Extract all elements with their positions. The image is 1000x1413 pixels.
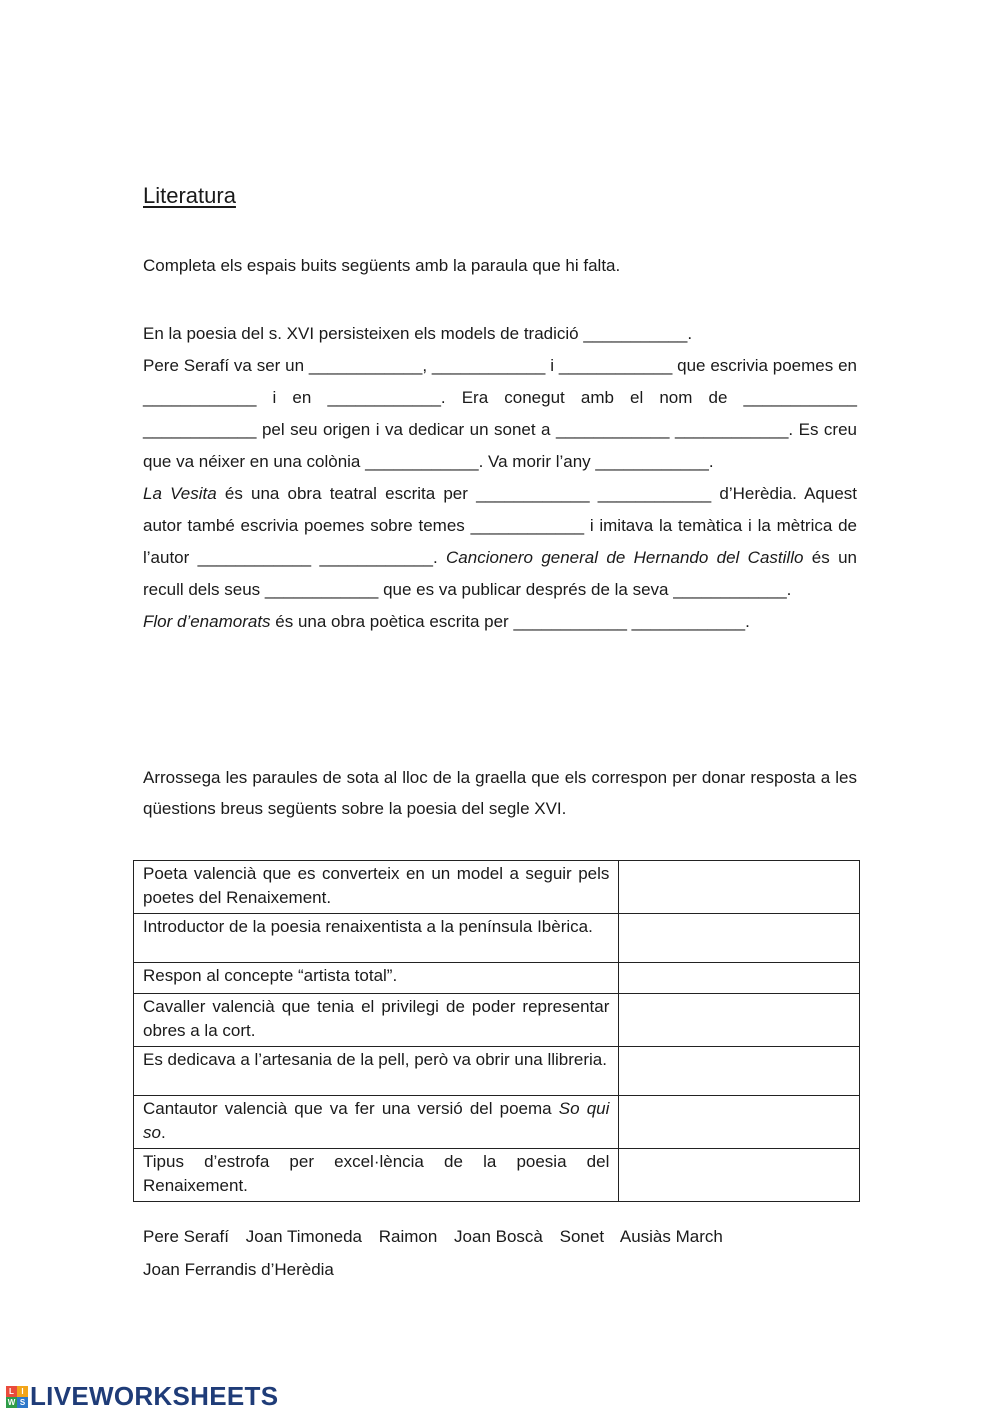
blank-2[interactable]: ____________ bbox=[308, 356, 423, 375]
page-title: Literatura bbox=[143, 183, 236, 208]
question-cell: Poeta valencià que es converteix en un model a seguir pels poetes del Renaixement. bbox=[134, 861, 619, 914]
question-cell: Cavaller valencià que tenia el privilegi de poder representar obres a la cort. bbox=[134, 994, 619, 1047]
blank-21[interactable]: ____________ bbox=[631, 612, 746, 631]
word-bank bbox=[143, 1220, 857, 1286]
answer-drop-cell[interactable] bbox=[619, 914, 860, 963]
drag-instruction: Arrossega les paraules de sota al lloc de la graella que els correspon per donar resposta a les qüestions breus següents sobre la poesia del segle XVI. bbox=[143, 768, 857, 818]
question-cell: Es dedicava a l’artesania de la pell, però va obrir una llibreria. bbox=[134, 1047, 619, 1096]
logo-letter: W bbox=[7, 1397, 16, 1407]
blank-10[interactable]: ____________ bbox=[674, 420, 789, 439]
blank-13[interactable]: ____________ bbox=[476, 484, 590, 503]
table-row bbox=[134, 861, 860, 914]
fill-instruction: Completa els espais buits següents amb la paraula que hi falta. bbox=[143, 256, 621, 275]
blank-19[interactable]: ____________ bbox=[673, 580, 787, 599]
paragraph-3: La Vesita és una obra teatral escrita per ____________ ____________ d’Herèdia. Aquest autor també escrivia poemes sobre temes ____________ i imitava la temàtica i la mètrica de l’autor ____________ ____________. Cancionero general de Hernando del Castillo és un recull dels seus ____________ que es va publicar després de la seva ____________. bbox=[143, 484, 858, 599]
blank-8[interactable]: ____________ bbox=[143, 420, 257, 439]
blank-9[interactable]: ____________ bbox=[555, 420, 670, 439]
draggable-word[interactable]: Joan Ferrandis d’Herèdia bbox=[143, 1260, 334, 1279]
answer-drop-cell[interactable] bbox=[619, 861, 860, 914]
question-cell: Cantautor valencià que va fer una versió del poema So qui so. bbox=[134, 1096, 619, 1149]
logo-letter: L bbox=[6, 1386, 17, 1397]
question-grid bbox=[133, 860, 860, 1202]
logo-icon bbox=[6, 1386, 28, 1408]
blank-14[interactable]: ____________ bbox=[597, 484, 712, 503]
draggable-word[interactable]: Sonet bbox=[559, 1227, 605, 1246]
draggable-word[interactable]: Joan Boscà bbox=[454, 1227, 543, 1246]
draggable-word[interactable]: Raimon bbox=[378, 1227, 438, 1246]
logo-text: LIVEWORKSHEETS bbox=[30, 1381, 279, 1411]
answer-drop-cell[interactable] bbox=[619, 1047, 860, 1096]
answer-drop-cell[interactable] bbox=[619, 1149, 860, 1202]
blank-7[interactable]: ____________ bbox=[743, 388, 857, 407]
logo-letter: S bbox=[17, 1397, 28, 1408]
question-cell: Tipus d’estrofa per excel·lència de la poesia del Renaixement. bbox=[134, 1149, 619, 1202]
question-cell: Introductor de la poesia renaixentista a la península Ibèrica. bbox=[134, 914, 619, 963]
blank-16[interactable]: ____________ bbox=[197, 548, 312, 567]
blank-1[interactable]: ___________ bbox=[583, 324, 688, 343]
blank-17[interactable]: ____________ bbox=[319, 548, 433, 567]
answer-drop-cell[interactable] bbox=[619, 994, 860, 1047]
paragraph-1: En la poesia del s. XVI persisteixen els models de tradició ___________. bbox=[143, 324, 693, 343]
table-row bbox=[134, 1096, 860, 1149]
logo-letter: I bbox=[17, 1386, 28, 1397]
table-row bbox=[134, 994, 860, 1047]
answer-drop-cell[interactable] bbox=[619, 1096, 860, 1149]
table-row bbox=[134, 1047, 860, 1096]
answer-drop-cell[interactable] bbox=[619, 963, 860, 994]
blank-18[interactable]: ____________ bbox=[264, 580, 379, 599]
blank-11[interactable]: ____________ bbox=[365, 452, 479, 471]
table-row bbox=[134, 914, 860, 963]
paragraph-4: Flor d’enamorats és una obra poètica escrita per ____________ ____________. bbox=[143, 612, 750, 631]
blank-15[interactable]: ____________ bbox=[470, 516, 585, 535]
draggable-word[interactable]: Joan Timoneda bbox=[245, 1227, 362, 1246]
draggable-word[interactable]: Ausiàs March bbox=[619, 1227, 723, 1246]
table-row bbox=[134, 1149, 860, 1202]
draggable-word[interactable]: Pere Serafí bbox=[143, 1227, 229, 1246]
blank-5[interactable]: ____________ bbox=[143, 388, 257, 407]
table-row bbox=[134, 963, 860, 994]
question-cell: Respon al concepte “artista total”. bbox=[134, 963, 619, 994]
blank-3[interactable]: ____________ bbox=[431, 356, 546, 375]
liveworksheets-logo bbox=[6, 1381, 278, 1412]
blank-20[interactable]: ____________ bbox=[513, 612, 627, 631]
blank-6[interactable]: ____________ bbox=[327, 388, 441, 407]
blank-4[interactable]: ____________ bbox=[558, 356, 673, 375]
blank-12[interactable]: ____________ bbox=[595, 452, 709, 471]
fill-in-text bbox=[143, 318, 857, 638]
paragraph-2: Pere Serafí va ser un ____________, ____________ i ____________ que escrivia poemes en ____________ i en ____________. Era conegut amb el nom de ____________ ____________ pel seu origen i va dedicar un sonet a ____________ ____________. Es creu que va néixer en una colònia ____________. Va morir l’any ____________. bbox=[143, 356, 857, 471]
